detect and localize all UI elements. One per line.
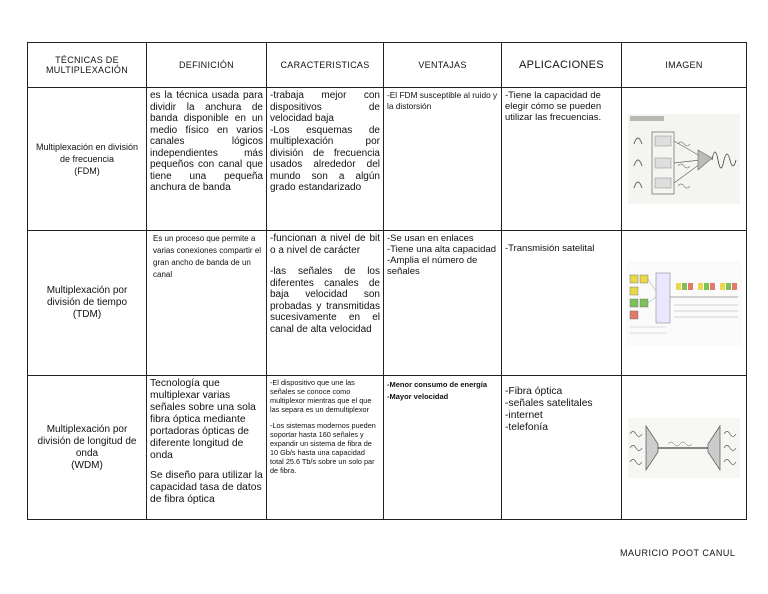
wdm-aplicacion-1: -Fibra óptica <box>505 386 563 397</box>
author-name: MAURICIO POOT CANUL <box>620 548 736 558</box>
header-tecnicas: TÉCNICAS DE MULTIPLEXACIÓN <box>28 43 147 88</box>
wdm-spacer <box>150 462 263 470</box>
tdm-spacer <box>270 256 380 266</box>
fdm-abbr: (FDM) <box>74 166 100 176</box>
header-imagen: IMAGEN <box>622 43 747 88</box>
fdm-caracteristica-2: -Los esquemas de multiplexación por división de frecuencia usados alrededor del mundo son a algún grado estandarizado <box>270 124 380 193</box>
tdm-abbr: (TDM) <box>72 309 102 320</box>
header-caracteristicas: CARACTERISTICAS <box>267 43 384 88</box>
table-row-fdm <box>28 88 747 231</box>
header-row <box>28 43 747 88</box>
wdm-caracteristicas-cell <box>267 376 384 520</box>
tdm-aplicaciones: -Transmisión satelital <box>502 231 622 376</box>
wdm-spacer-2 <box>270 414 380 421</box>
table-row-wdm <box>28 376 747 520</box>
wdm-ventajas-cell <box>384 376 502 520</box>
tdm-caracteristica-1: -funcionan a nivel de bit o a nivel de carácter <box>270 233 380 256</box>
tdm-image-cell <box>622 231 747 376</box>
wdm-definicion-1: Tecnología que multiplexar varias señales sobre una sola fibra óptica mediante portadoras ópticas de diferente longitud de onda <box>150 378 256 461</box>
tdm-technique-cell <box>28 231 147 376</box>
wdm-technique-cell <box>28 376 147 520</box>
multiplexing-table <box>27 42 747 520</box>
tdm-name: Multiplexación por división de tiempo <box>46 285 128 308</box>
wdm-abbr: (WDM) <box>71 459 103 471</box>
table-row-tdm <box>28 231 747 376</box>
fdm-caracteristicas-cell <box>267 88 384 231</box>
tdm-ventaja-3: -Amplia el número de señales <box>387 255 478 277</box>
wdm-diagram-image <box>628 418 740 478</box>
fdm-name: Multiplexación en división de frecuencia <box>35 142 139 164</box>
tdm-diagram-image <box>626 261 742 345</box>
wdm-aplicacion-3: -internet <box>505 410 543 421</box>
wdm-caracteristica-2: -Los sistemas modernos pueden soportar hasta 160 señales y expandir un sistema de fibra de 10 Gb/s hasta una capacidad total 25.6 Tb/s sobre un solo par de fibra. <box>270 421 376 475</box>
wdm-ventaja-2: -Mayor velocidad <box>387 392 449 401</box>
fdm-definicion: es la técnica usada para dividir la anchura de banda disponible en un medio físico en varios canales lógicos independientes más pequeños con canal que tiene una pequeña anchura de banda <box>147 88 267 231</box>
tdm-caracteristica-2: -las señales de los diferentes canales de baja velocidad son probadas y transmitidas sucesivamente en el canal de alta velocidad <box>270 266 380 335</box>
tdm-ventajas-cell <box>384 231 502 376</box>
wdm-aplicacion-4: -telefonía <box>505 422 548 433</box>
wdm-aplicaciones-cell <box>502 376 622 520</box>
fdm-caracteristica-1: -trabaja mejor con dispositivos de velocidad baja <box>270 90 380 124</box>
header-ventajas: VENTAJAS <box>384 43 502 88</box>
fdm-aplicaciones: -Tiene la capacidad de elegir cómo se pueden utilizar las frecuencias. <box>502 88 622 231</box>
tdm-caracteristicas-cell <box>267 231 384 376</box>
fdm-image-cell <box>622 88 747 231</box>
wdm-definicion-cell <box>147 376 267 520</box>
tdm-ventaja-2: -Tiene una alta capacidad <box>387 244 496 255</box>
wdm-caracteristica-1: -El dispositivo que une las señales se conoce como multiplexor mientras que el que las separa es un demultiplexor <box>270 378 372 414</box>
tdm-definicion: Es un proceso que permite a varias conexiones compartir el gran ancho de banda de un canal <box>147 231 267 376</box>
wdm-ventaja-1: -Menor consumo de energía <box>387 380 488 389</box>
wdm-definicion-2: Se diseño para utilizar la capacidad tasa de datos de fibra óptica <box>150 470 263 505</box>
wdm-aplicacion-2: -señales satelitales <box>505 398 593 409</box>
header-aplicaciones: APLICACIONES <box>502 43 622 88</box>
fdm-ventajas: -El FDM susceptible al ruido y la distorsión <box>384 88 502 231</box>
tdm-ventaja-1: -Se usan en enlaces <box>387 233 474 244</box>
header-definicion: DEFINICIÓN <box>147 43 267 88</box>
wdm-image-cell <box>622 376 747 520</box>
fdm-technique-cell <box>28 88 147 231</box>
wdm-name: Multiplexación por división de longitud de onda <box>37 423 137 459</box>
fdm-diagram-image <box>628 114 740 204</box>
